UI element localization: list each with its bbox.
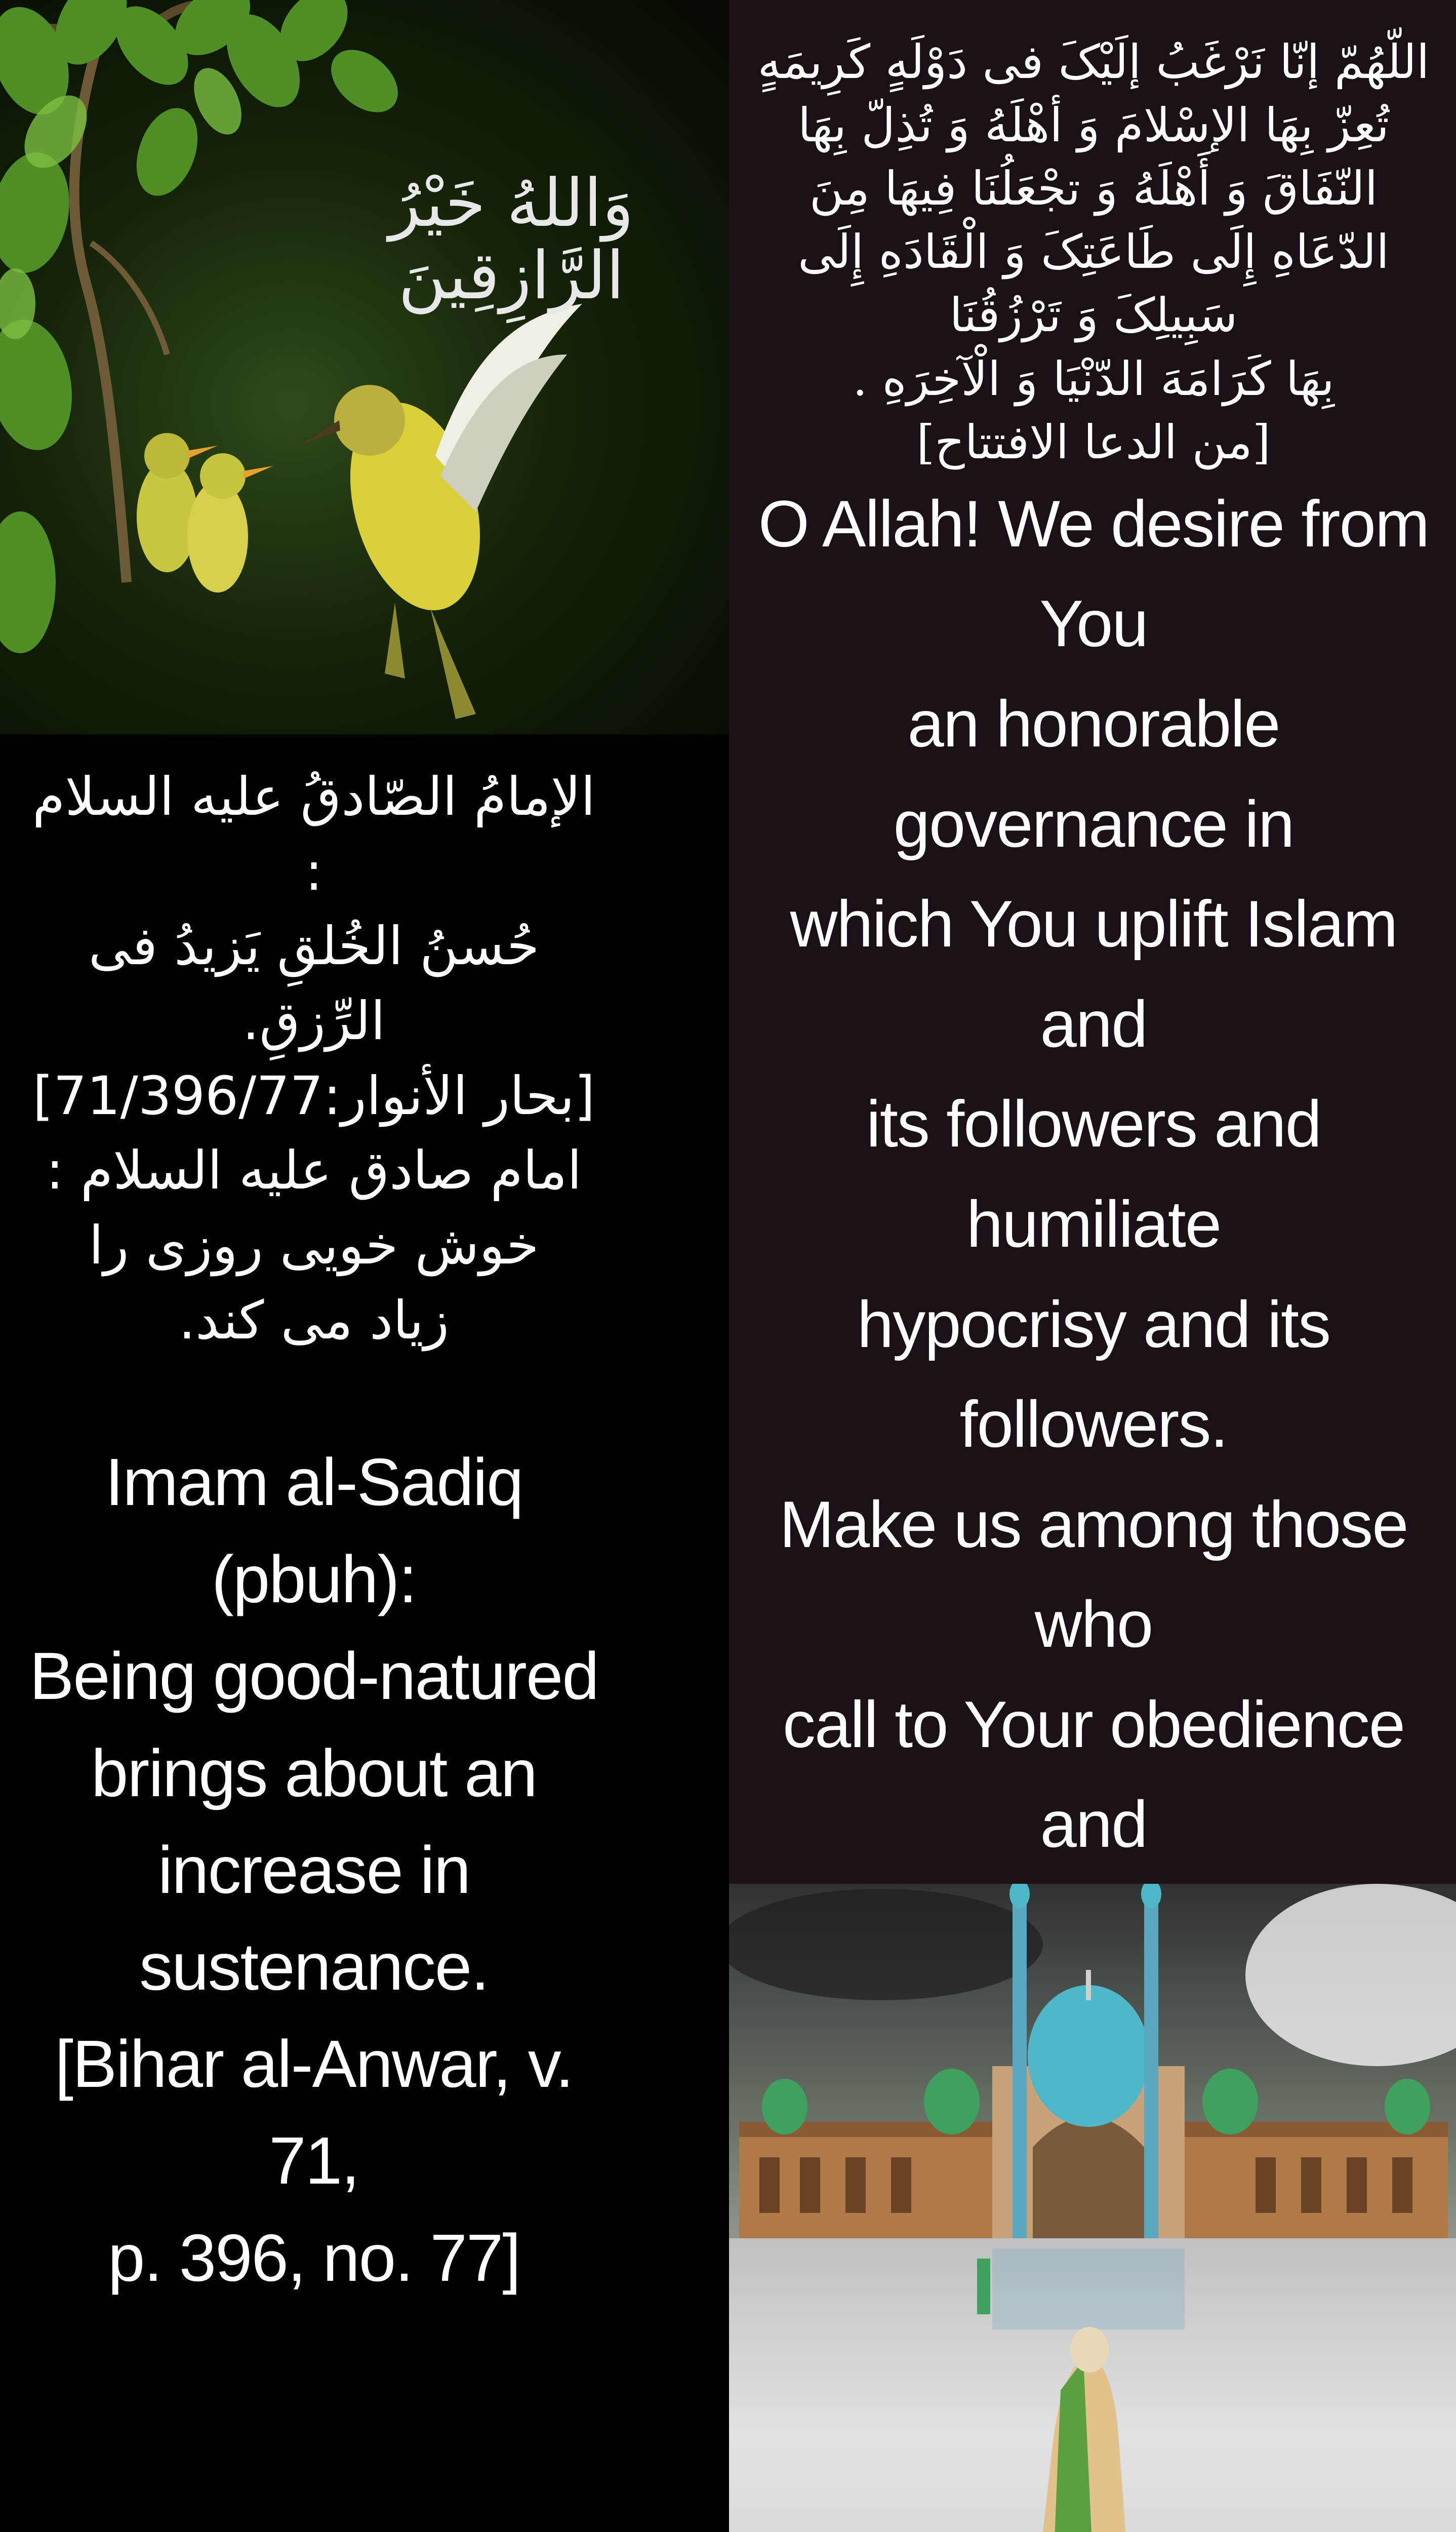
left-text-block <box>15 760 613 2306</box>
english-dua-line: O Allah! We desire from You <box>758 486 1429 661</box>
arabic-dua-source: [من الدعا الافتتاح] <box>916 415 1271 469</box>
photo-caption: وَاللهُ خَيْرُ الرَّازِقِينَ <box>389 165 634 314</box>
english-dua-line: call to Your obedience and <box>782 1687 1405 1862</box>
spacer <box>15 1358 613 1434</box>
persian-hadith-line: امام صادق علیه السلام : <box>46 1139 582 1202</box>
arabic-dua-line: بِهَا كَرَامَهَ الدّنْيَا وَ الْآخِرَهِ . <box>853 351 1334 406</box>
arabic-dua-line: الدّعَاهِ إِلَى طَاعَتِکَ وَ الْقَادَهِ إِلَى <box>798 225 1389 280</box>
english-dua-line: Make us among those who <box>779 1487 1408 1661</box>
english-hadith-line: Imam al-Sadiq (pbuh): <box>105 1445 523 1616</box>
arabic-dua-line: النّفَاقَ وَ أَهْلَهُ وَ تجْعَلُنَا فِيهَا مِنَ <box>809 162 1378 216</box>
arabic-hadith-line: حُسنُ الخُلقِ يَزيدُ فى الرِّزقِ. <box>88 915 540 1052</box>
arabic-hadith-line: الإمامُ الصّادقُ عليه السلام : <box>32 766 596 902</box>
arabic-dua-line: اللّهُمّ إنّا نَرْغَبُ إلَيْکَ فی دَوْلَهٍ کَرِيمَهٍ <box>757 35 1430 89</box>
english-reference: p. 396, no. 77] <box>107 2220 520 2295</box>
arabic-dua-line: تُعِزّ بِهَا الإسْلامَ وَ أهْلَهُ وَ تُذِلّ بِهَا <box>798 98 1389 153</box>
english-hadith-line: sustenance. <box>139 1929 489 2004</box>
persian-hadith-line: خوش خويى روزى را <box>89 1214 539 1277</box>
mosque-photo <box>729 1884 1456 2532</box>
english-dua-line: which You uplift Islam and <box>790 887 1397 1061</box>
mosque-illustration <box>729 1884 1456 2532</box>
english-dua-line: its followers and humiliate <box>866 1087 1321 1261</box>
arabic-dua-line: سَبِيلِکَ وَ تَرْزُقُنَا <box>949 288 1238 343</box>
birds-illustration <box>0 0 729 734</box>
arabic-reference: [بحار الأنوار:71/396/77] <box>32 1064 595 1127</box>
english-dua-line: hypocrisy and its followers. <box>857 1287 1330 1461</box>
birds-photo <box>0 0 729 734</box>
english-reference: [Bihar al-Anwar, v. 71, <box>55 2026 573 2198</box>
persian-hadith-line: زياد مى كند. <box>178 1289 450 1351</box>
english-hadith-line: increase in <box>157 1832 470 1907</box>
english-dua-line: an honorable governance in <box>893 686 1294 861</box>
english-hadith-line: brings about an <box>91 1735 537 1810</box>
english-hadith-line: Being good-natured <box>29 1639 598 1714</box>
